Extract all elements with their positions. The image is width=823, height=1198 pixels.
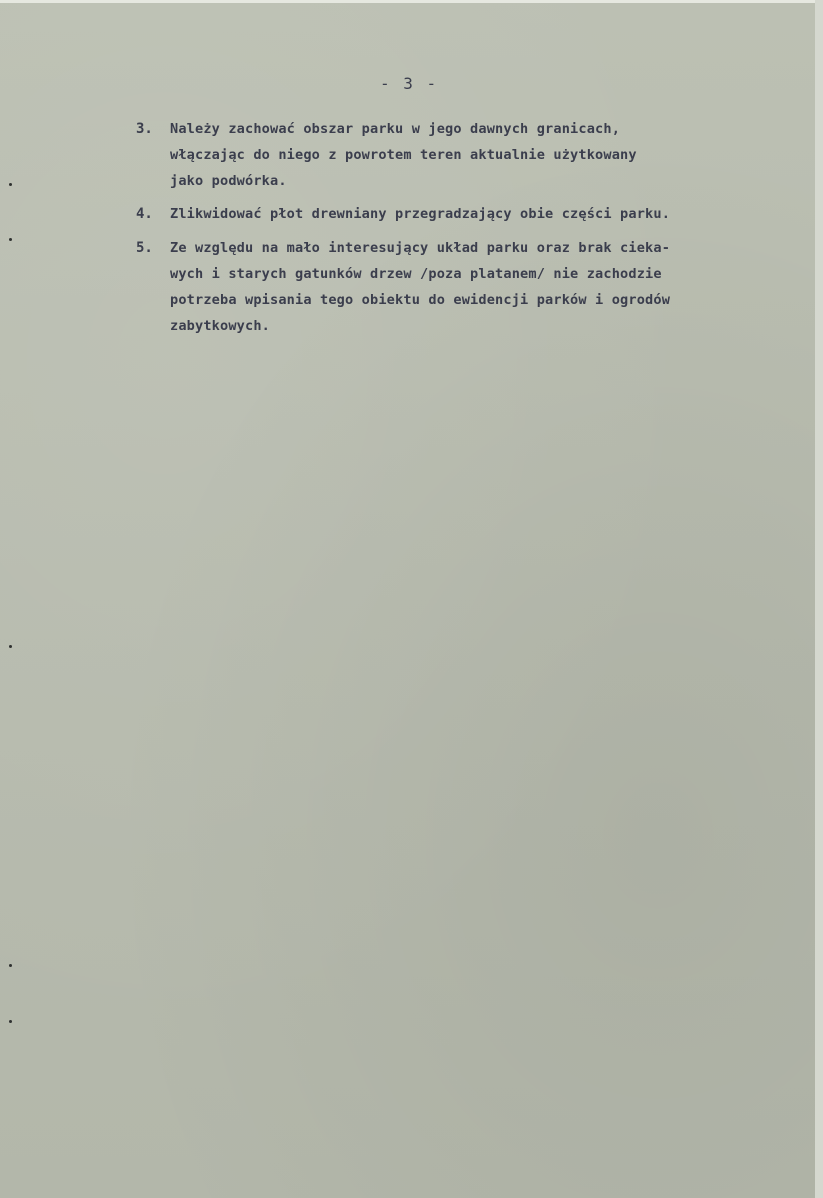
item-text-line: włączając do niego z powrotem teren aktualnie użytkowany — [170, 147, 637, 163]
item-number: 3. — [136, 121, 153, 137]
page-top-edge — [0, 0, 823, 3]
margin-mark — [9, 238, 12, 241]
item-text-line: potrzeba wpisania tego obiektu do ewidencji parków i ogrodów — [170, 292, 671, 308]
item-text-line: Należy zachować obszar parku w jego dawnych granicach, — [170, 121, 621, 137]
item-number: 4. — [136, 206, 153, 222]
margin-mark — [9, 645, 12, 648]
item-text-line: wych i starych gatunków drzew /poza platanem/ nie zachodzie — [170, 266, 662, 282]
margin-mark — [9, 183, 12, 186]
item-number: 5. — [136, 240, 153, 256]
item-text-line: Ze względu na mało interesujący układ parku oraz brak cieka- — [170, 240, 671, 256]
item-text-line: zabytkowych. — [170, 318, 271, 334]
page-number: - 3 - — [380, 74, 439, 93]
margin-mark — [9, 1020, 12, 1023]
item-text-line: Zlikwidować płot drewniany przegradzający obie części parku. — [170, 206, 671, 222]
page-right-edge — [815, 0, 823, 1198]
item-text-line: jako podwórka. — [170, 173, 287, 189]
margin-mark — [9, 964, 12, 967]
